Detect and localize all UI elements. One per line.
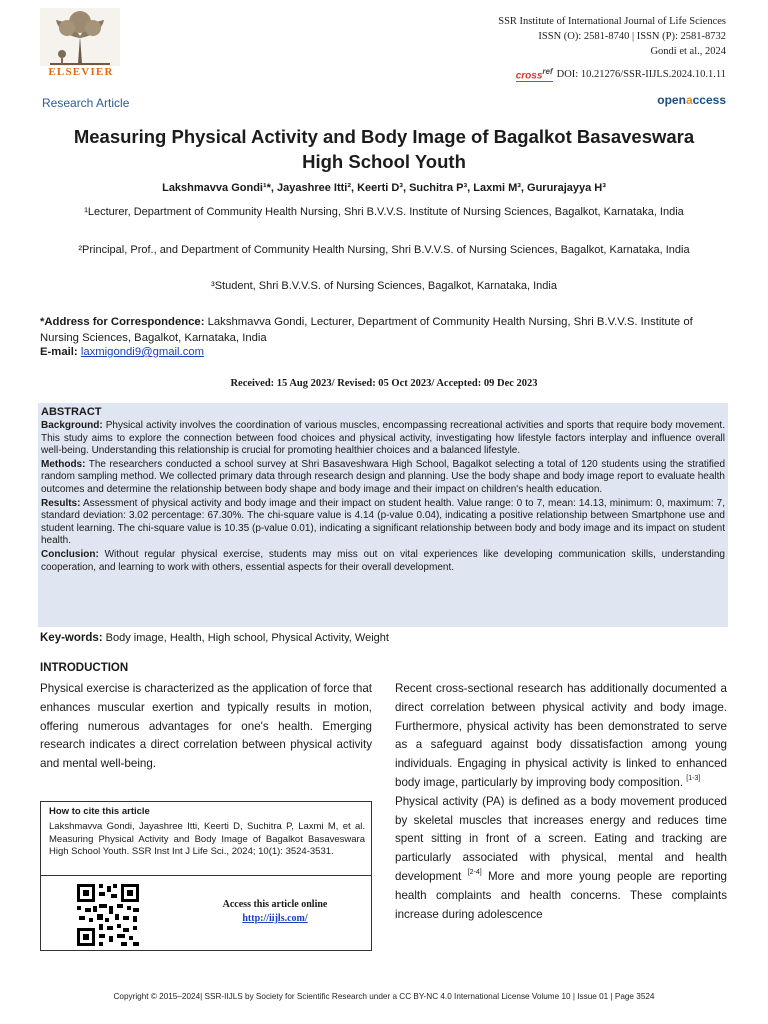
page-footer: Copyright © 2015–2024| SSR-IIJLS by Society for Scientific Research under a CC BY-NC 4.0 International License Volume 10 | Issue 01 | Page 3524 bbox=[113, 992, 655, 1001]
affiliation-1: ¹Lecturer, Department of Community Health Nursing, Shri B.V.V.S. Institute of Nursing Sciences, Bagalkot, Karnataka, India bbox=[84, 206, 684, 218]
right-para1-text: Recent cross-sectional research has additionally documented a direct correlation between physical activity and body image. Furthermore, physical activity has been demonstrated to serve as a safeguard against body dissatisfaction among young individuals. Engaging in physical activity is linked to enhanced body image, particularly by improving body composition. bbox=[395, 682, 727, 789]
reference-2[interactable]: [2-4] bbox=[467, 868, 482, 876]
reference-1[interactable]: [1-3] bbox=[686, 774, 701, 782]
email-link[interactable]: laxmigondi9@gmail.com bbox=[80, 346, 205, 358]
keywords bbox=[40, 632, 389, 644]
oa-suffix: ccess bbox=[692, 93, 726, 107]
abstract-methods bbox=[41, 459, 725, 497]
access-link[interactable]: http://iijls.com/ bbox=[242, 913, 308, 924]
crossref-label: cross bbox=[515, 70, 543, 82]
left-column-text: Physical exercise is characterized as the application of force that enhances muscular exertion and typically results in motion, offering numerous advantages for one's health. Emerging research indicates a direct correlation between physical activity and mental well-being. bbox=[40, 682, 372, 771]
crossref-sup: ref bbox=[542, 67, 553, 76]
qr-code-icon[interactable] bbox=[75, 882, 141, 948]
email-label: E-mail: bbox=[40, 346, 78, 358]
cite-text: Lakshmavva Gondi, Jayashree Itti, Keerti D, Suchitra P, Laxmi M, et al. Measuring Physical Activity and Body Image of Bagalkot Basaveswara High School Youth. SSR Inst Int J Life Sci., 2024; 10(1): 3524-3531. bbox=[49, 821, 365, 857]
journal-issn: ISSN (O): 2581-8740 | ISSN (P): 2581-8732 bbox=[538, 31, 726, 42]
right-paragraph-2 bbox=[395, 793, 727, 925]
methods-label: Methods: bbox=[41, 458, 86, 470]
cite-box bbox=[40, 801, 372, 951]
abstract-box bbox=[38, 403, 728, 627]
conclusion-text: Without regular physical exercise, students may miss out on vital experiences like developing communication skills, understanding cooperation, and learning to work with others, essential aspects for their overall development. bbox=[41, 548, 725, 573]
right-para2-text-b: More and more young people are reporting health complaints and health concerns. These complaints increase during adolescence bbox=[395, 869, 727, 921]
correspondence bbox=[40, 314, 728, 346]
background-label: Background: bbox=[41, 420, 103, 431]
right-para2-text: Physical activity (PA) is defined as a body movement produced by skeletal muscles that increases energy and reduces time spent sitting in front of a screen. Eating and tracking are particularly associated with physical, mental and health development bbox=[395, 794, 727, 883]
email-line bbox=[40, 346, 204, 358]
doi-line[interactable] bbox=[516, 67, 726, 82]
crossref-icon[interactable] bbox=[516, 67, 553, 82]
introduction-heading: INTRODUCTION bbox=[40, 662, 129, 674]
access-label: Access this article online bbox=[222, 899, 328, 910]
journal-name: SSR Institute of International Journal of Life Sciences bbox=[498, 16, 726, 27]
authors: Lakshmavva Gondi¹*, Jayashree Itti², Keerti D³, Suchitra P³, Laxmi M³, Gururajayya H³ bbox=[162, 182, 606, 194]
open-access-icon bbox=[657, 93, 726, 107]
article-title: Measuring Physical Activity and Body Image of Bagalkot Basaveswara High School Youth bbox=[73, 126, 695, 172]
methods-text: The researchers conducted a school survey at Shri Basaveshwara High School, Bagalkot selecting a total of 120 students using the stratified random sampling method. We collected primary data through research design and planning. Use the body shape and body image report to evaluate health outcomes and determine the relationship between body shape and body image and their impact on children's health education. bbox=[41, 458, 725, 495]
publisher-name: ELSEVIER bbox=[48, 66, 114, 78]
article-dates: Received: 15 Aug 2023/ Revised: 05 Oct 2023/ Accepted: 09 Dec 2023 bbox=[230, 378, 538, 389]
affiliation-2: ²Principal, Prof., and Department of Community Health Nursing, Shri B.V.V.S. of Nursing Sciences, Bagalkot, Karnataka, India bbox=[78, 244, 690, 256]
affiliation-3: ³Student, Shri B.V.V.S. of Nursing Sciences, Bagalkot, Karnataka, India bbox=[211, 280, 557, 292]
oa-prefix: open bbox=[657, 93, 686, 107]
abstract-heading: ABSTRACT bbox=[41, 406, 102, 418]
abstract-results bbox=[41, 498, 725, 548]
cite-divider bbox=[41, 875, 371, 876]
article-type: Research Article bbox=[42, 96, 130, 110]
right-column bbox=[395, 680, 727, 924]
correspondence-label: *Address for Correspondence: bbox=[40, 316, 205, 328]
right-paragraph-1 bbox=[395, 680, 727, 793]
journal-citation-short: Gondi et al., 2024 bbox=[650, 46, 726, 57]
abstract-background bbox=[41, 420, 725, 458]
cite-title: How to cite this article bbox=[49, 806, 150, 817]
results-text: Assessment of physical activity and body image and their impact on student health. Value range: 0 to 7, mean: 14.13, minimum: 0, maximum: 7, standard deviation: 3.02 percentage: 67.30%. The chi-square value is 4.14 (p-value 0.04), indicating a positive relationship between Smartphone use and student learning. The chi-square value is 10.35 (p-value 0.01), indicating a significant relationship between body and body image and its impact on student health. bbox=[41, 497, 725, 547]
keywords-label: Key-words: bbox=[40, 632, 103, 644]
results-label: Results: bbox=[41, 497, 81, 509]
correspondence-text: Lakshmavva Gondi, Lecturer, Department of Community Health Nursing, Shri B.V.V.S. Institute of Nursing Sciences, Bagalkot, Karnataka, India bbox=[40, 316, 693, 344]
conclusion-label: Conclusion: bbox=[41, 548, 99, 560]
abstract-conclusion bbox=[41, 549, 725, 574]
doi-text[interactable]: DOI: 10.21276/SSR-IIJLS.2024.10.1.11 bbox=[556, 69, 726, 81]
oa-a: a bbox=[685, 93, 693, 107]
background-text: Physical activity involves the coordination of various muscles, encompassing recreational activities and sports that require body movement. This study aims to explore the connection between food choices and physical activity, investigating how lifestyle factors interplay and influence overall well-being. Understanding this relationship is crucial for promoting healthier choices and a balanced lifestyle. bbox=[41, 420, 725, 457]
journal-info bbox=[498, 14, 726, 59]
keywords-text: Body image, Health, High school, Physical Activity, Weight bbox=[102, 632, 389, 644]
